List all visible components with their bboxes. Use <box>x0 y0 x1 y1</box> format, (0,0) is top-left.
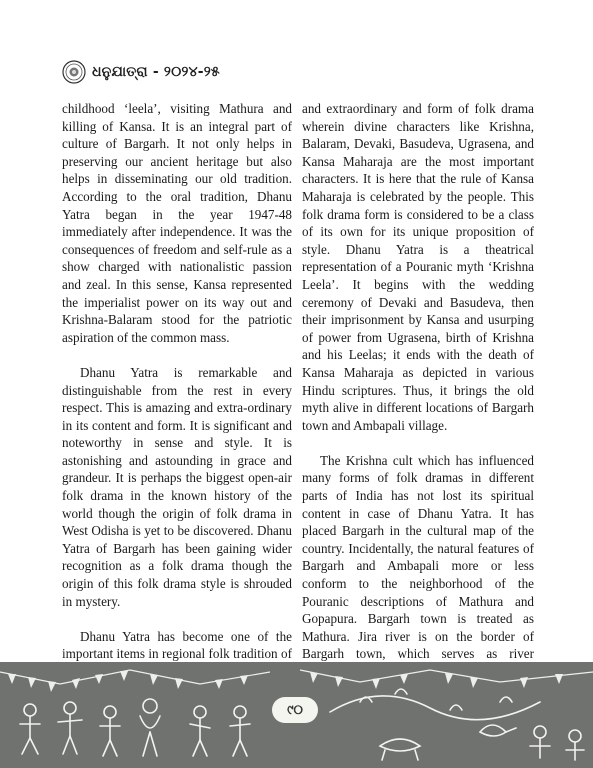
paragraph: childhood ‘leela’, visiting Mathura and killing of Kansa. It is an integral part of culture of Bargarh. It not only helps in preserving our ancient heritage but also helps in disseminating our old tradition. According to the oral tradition, Dhanu Yatra began in the year 1947-48 immediately after independence. It was the consequences of freedom and self-rule as a show charged with nationalistic passion and zeal. In this sense, Kansa represented the imperialist power on its way out and Krishna-Balaram stood for the patriotic aspiration of the common mass. <box>62 101 292 345</box>
emblem-icon <box>62 60 86 84</box>
paragraph: Dhanu Yatra is remarkable and distinguishable from the rest in every respect. This is amazing and extra-ordinary in its content and form. It is significant and noteworthy in sense and style. It is astonishing and astounding in grace and grandeur. It is perhaps the biggest open-air folk drama in the known history of the world though the origin of folk drama in West Odisha is yet to be discovered. Dhanu Yatra of Bargarh has been gaining wider recognition as a folk drama though the origin of this folk drama style is shrouded in mystery. <box>62 364 292 609</box>
right-column <box>302 100 534 733</box>
left-column <box>62 100 292 733</box>
paragraph: The Krishna cult which has influenced many forms of folk dramas in different parts of India has not lost its spiritual content in case of Dhanu Yatra. It has placed Bargarh in the cultural map of the country. Incidentally, the natural features of Bargarh and Ambapali more or less conform to the neighborhood of the Pouranic descriptions of Mathura and Gopapura. Bargarh town is treated as Mathura. Jira river is on the border of Bargarh town, which serves as river <box>302 452 534 662</box>
paragraph: Dhanu Yatra has become one of the important items in regional folk tradition of <box>62 628 292 662</box>
paragraph: and extraordinary and form of folk drama wherein divine characters like Krishna, Balaram, Devaki, Basudeva, Ugrasena, and Kansa Maharaja are the most important characters. It is here that the rule of Kansa Maharaja is celebrated by the people. This folk drama form is considered to be a class of its own for its unique proposition of style. Dhanu Yatra is a theatrical representation of a Pouranic myth ‘Krishna Leela’. It begins with the wedding ceremony of Devaki and Basudeva, then their imprisonment by Kansa and usurping of power from Ugrasena, birth of Krishna and his Leelas; it ends with the death of Kansa Maharaja as depicted in various Hindu scriptures. Thus, it brings the old myth alive in different locations of Bargarh town and Ambapali village. <box>302 101 534 433</box>
page-number: ୯୦ <box>272 697 318 723</box>
header-title: ଧନୁଯାତ୍ରା - ୨୦୨୪-୨୫ <box>92 64 220 80</box>
page-header <box>62 60 220 84</box>
